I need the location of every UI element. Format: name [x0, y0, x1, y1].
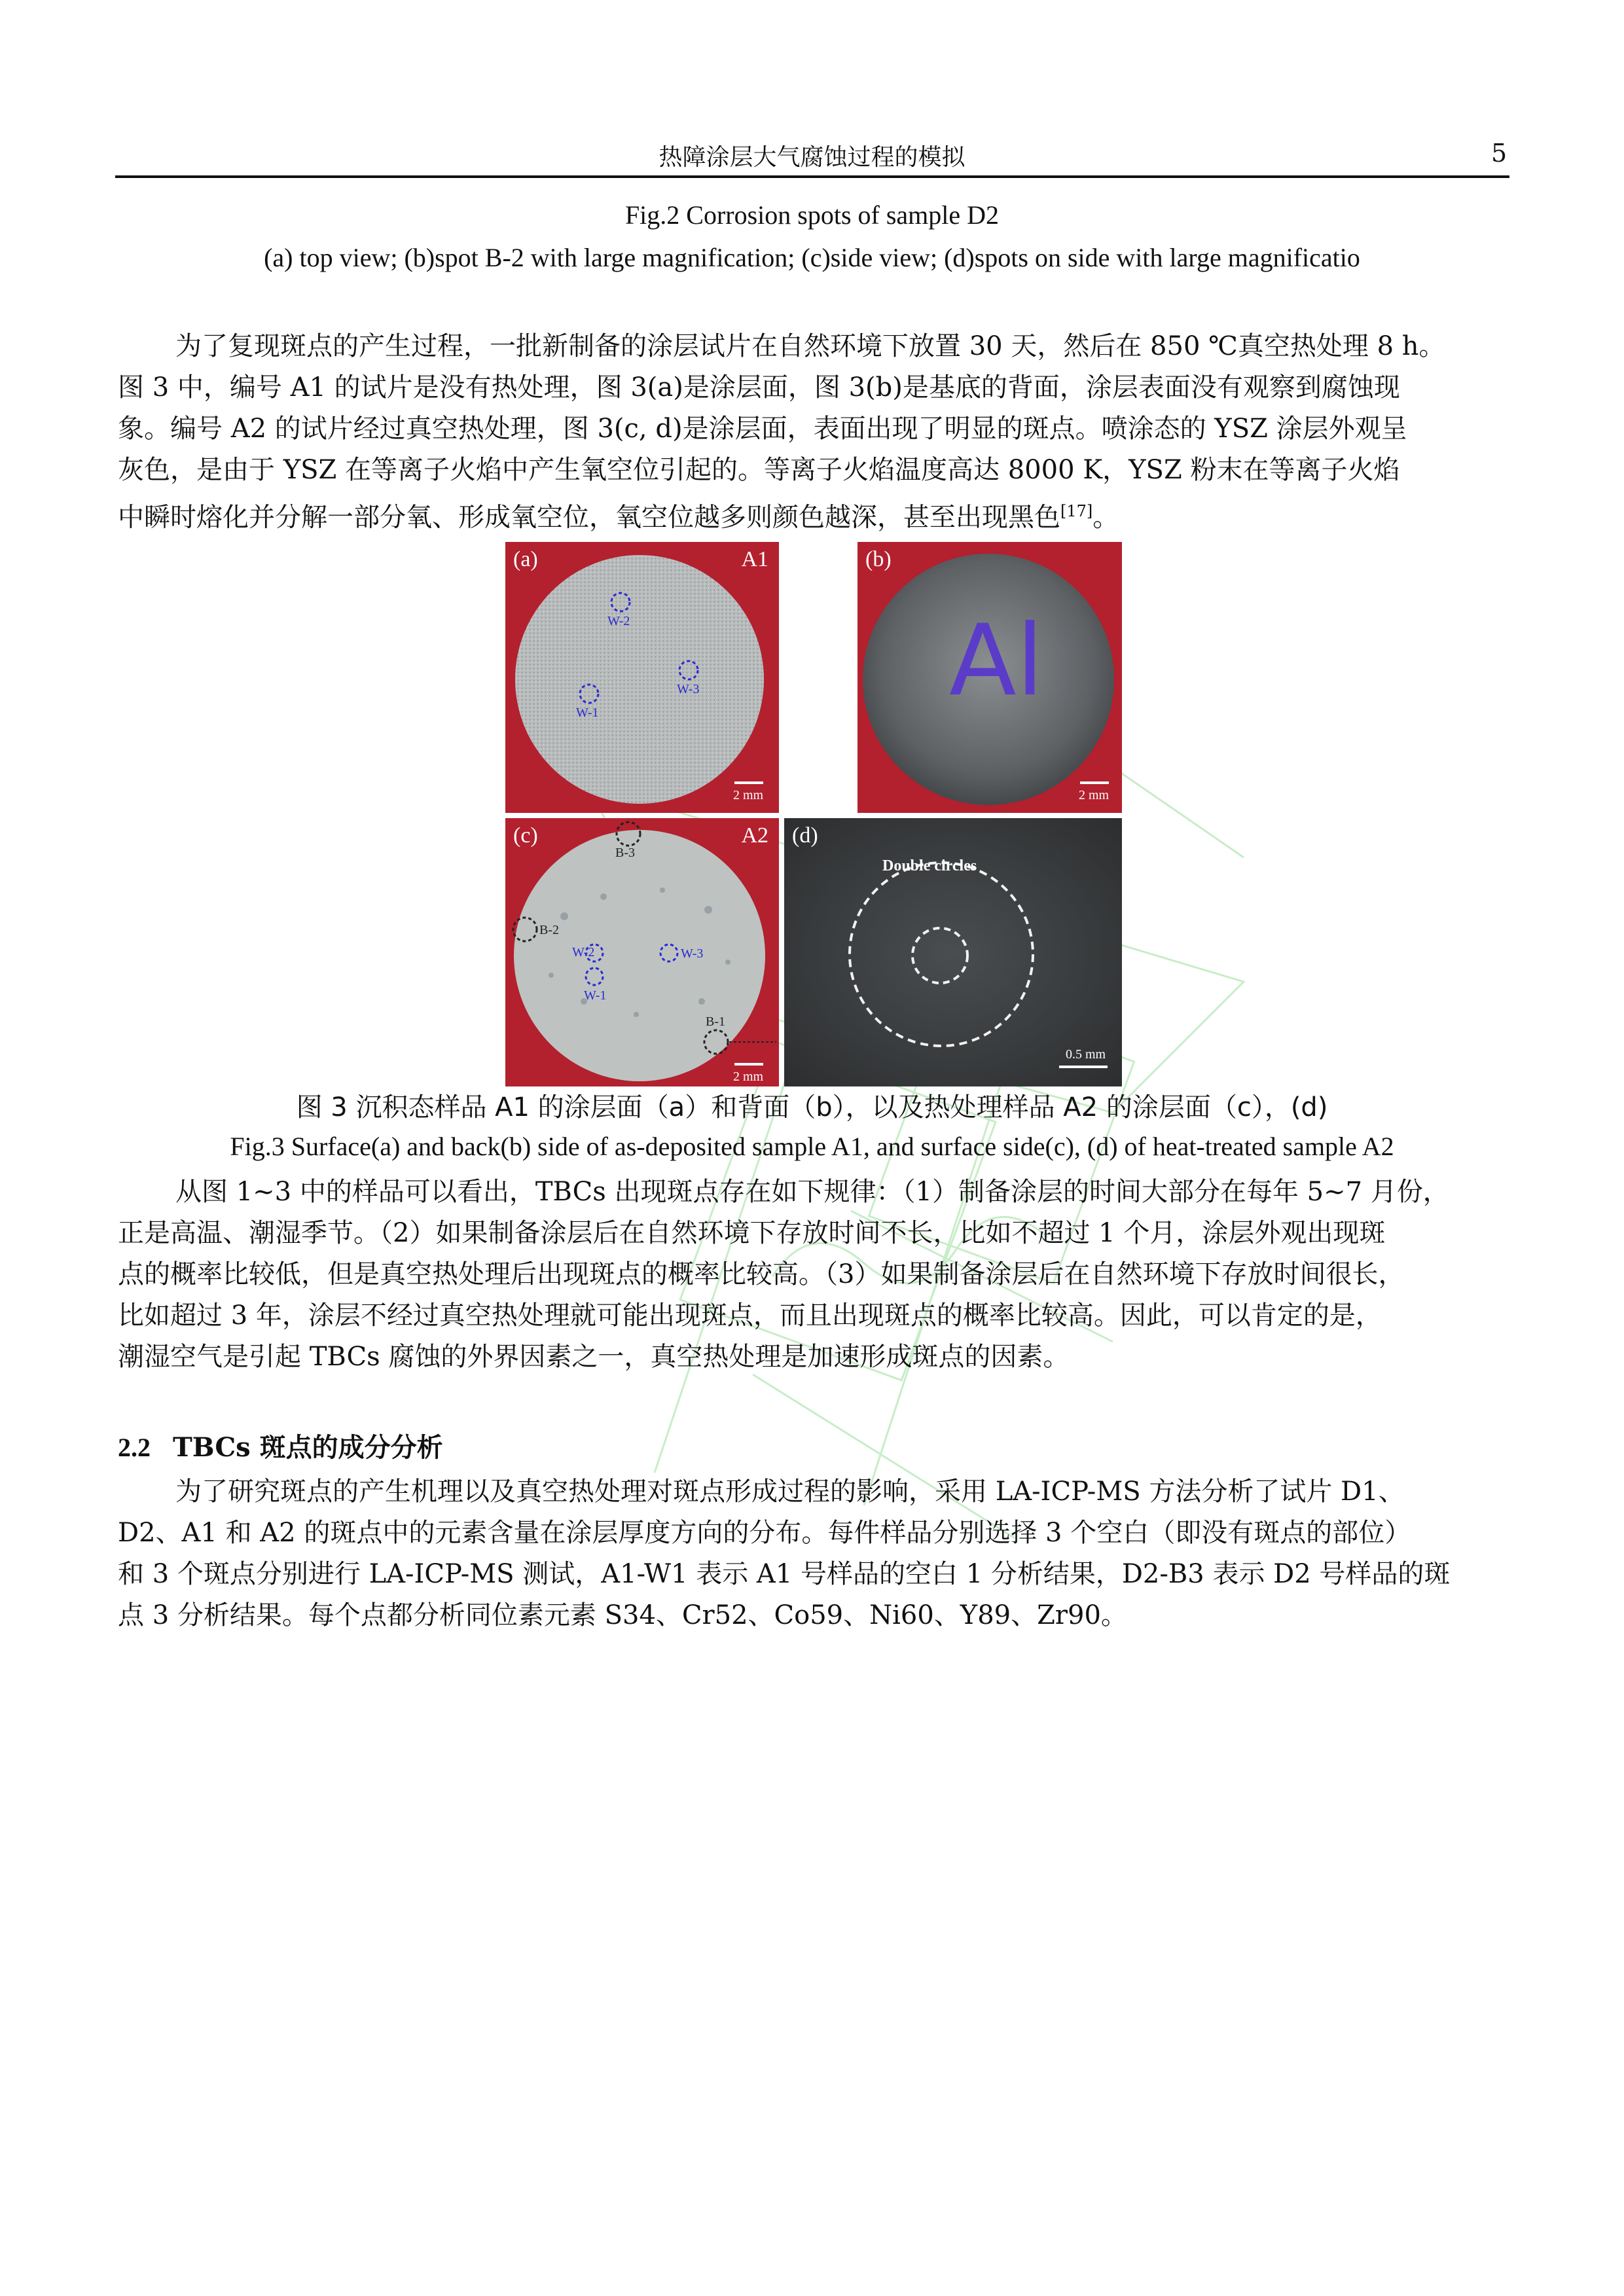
page-number: 5 [1491, 139, 1507, 168]
paragraph-2-line: 正是高温、潮湿季节。（2）如果制备涂层后在自然环境下存放时间不长，比如不超过 1 个月，涂层外观出现斑 [118, 1218, 1386, 1248]
panel-label: (d) [792, 823, 818, 848]
spot-label: B-1 [706, 1014, 725, 1029]
spot-label: W-3 [677, 682, 700, 696]
paragraph-2 [118, 1172, 1512, 1378]
paragraph-2-line: 比如超过 3 年，涂层不经过真空热处理就可能出现斑点，而且出现斑点的概率比较高。因此，可以肯定的是， [118, 1300, 1382, 1331]
sample-label: A2 [741, 823, 768, 848]
spot-label: W-1 [584, 988, 607, 1003]
paragraph-3 [118, 1471, 1512, 1636]
figure-3-caption-zh: 图 3 沉积态样品 A1 的涂层面（a）和背面（b），以及热处理样品 A2 的涂层面（c），(d) [296, 1092, 1328, 1122]
paragraph-1-line: 图 3 中，编号 A1 的试片是没有热处理，图 3(a)是涂层面，图 3(b)是基底的背面，涂层表面没有观察到腐蚀现 [118, 372, 1400, 403]
fig2-caption-title: Fig.2 Corrosion spots of sample D2 [624, 200, 1000, 230]
paragraph-2-line: 从图 1~3 中的样品可以看出，TBCs 出现斑点存在如下规律：（1）制备涂层的时间大部分在每年 5~7 月份， [175, 1177, 1449, 1207]
sample-label: A1 [741, 547, 768, 571]
figure-3-panel-d [784, 818, 1122, 1086]
section-number: 2.2 [118, 1433, 151, 1462]
scale-bar-label: 2 mm [733, 1069, 764, 1084]
header-rule [115, 175, 1509, 178]
paragraph-1-line: 为了复现斑点的产生过程，一批新制备的涂层试片在自然环境下放置 30 天，然后在 850 ℃真空热处理 8 h。 [175, 331, 1445, 361]
figure-3-panel-c [505, 818, 779, 1086]
scale-bar-label: 0.5 mm [1066, 1047, 1106, 1062]
paragraph-3-line: 点 3 分析结果。每个点都分析同位素元素 S34、Cr52、Co59、Ni60、Y89、Zr90。 [118, 1600, 1127, 1630]
spot-label: W-2 [572, 945, 595, 960]
figure-3-caption-en: Fig.3 Surface(a) and back(b) side of as-deposited sample A1, and surface side(c), (d) of heat-treated sample A2 [230, 1132, 1394, 1161]
paragraph-3-line: 和 3 个斑点分别进行 LA-ICP-MS 测试，A1-W1 表示 A1 号样品的空白 1 分析结果，D2-B3 表示 D2 号样品的斑 [118, 1559, 1451, 1589]
paragraph-1-line: 中瞬时熔化并分解一部分氧、形成氧空位，氧空位越多则颜色越深，甚至出现黑色[17]。 [118, 502, 1119, 533]
spot-label: B-3 [615, 846, 635, 860]
panel-label: (c) [513, 823, 538, 848]
paragraph-2-line: 点的概率比较低，但是真空热处理后出现斑点的概率比较高。（3）如果制备涂层后在自然环境下存放时间很长， [118, 1259, 1405, 1289]
spot-label: W-2 [607, 614, 630, 628]
running-header-title: 热障涂层大气腐蚀过程的模拟 [659, 144, 965, 171]
paragraph-3-line: 为了研究斑点的产生机理以及真空热处理对斑点形成过程的影响，采用 LA-ICP-MS 方法分析了试片 D1、 [175, 1477, 1405, 1507]
figure-3-panel-b [857, 542, 1122, 813]
paragraph-2-line: 潮湿空气是引起 TBCs 腐蚀的外界因素之一，真空热处理是加速形成斑点的因素。 [118, 1342, 1070, 1372]
spot-label: B-2 [539, 923, 559, 937]
marker-writing: Al [949, 604, 1044, 718]
scale-bar-label: 2 mm [733, 788, 764, 802]
section-title: TBCs 斑点的成分分析 [173, 1432, 443, 1463]
paragraph-1-line: 灰色，是由于 YSZ 在等离子火焰中产生氧空位引起的。等离子火焰温度高达 8000 K，YSZ 粉末在等离子火焰 [118, 455, 1400, 485]
paragraph-1-line: 象。编号 A2 的试片经过真空热处理，图 3(c, d)是涂层面，表面出现了明显的斑点。喷涂态的 YSZ 涂层外观呈 [118, 414, 1407, 444]
panel-label: (a) [513, 547, 538, 571]
paragraph-3-line: D2、A1 和 A2 的斑点中的元素含量在涂层厚度方向的分布。每件样品分别选择 3 个空白（即没有斑点的部位） [118, 1518, 1411, 1548]
figure-3-panel-a [505, 542, 779, 813]
scale-bar-label: 2 mm [1079, 788, 1110, 802]
panel-label: (b) [865, 547, 892, 571]
section-heading [118, 1427, 443, 1464]
spot-label: W-3 [681, 946, 704, 961]
fig2-caption-subtitle: (a) top view; (b)spot B-2 with large magnification; (c)side view; (d)spots on side with large magnificatio [264, 243, 1360, 272]
spot-label: W-1 [576, 706, 599, 720]
paragraph-1 [118, 326, 1512, 538]
citation-ref: [17] [1060, 502, 1093, 520]
annotation-label: Double circles [882, 857, 977, 874]
